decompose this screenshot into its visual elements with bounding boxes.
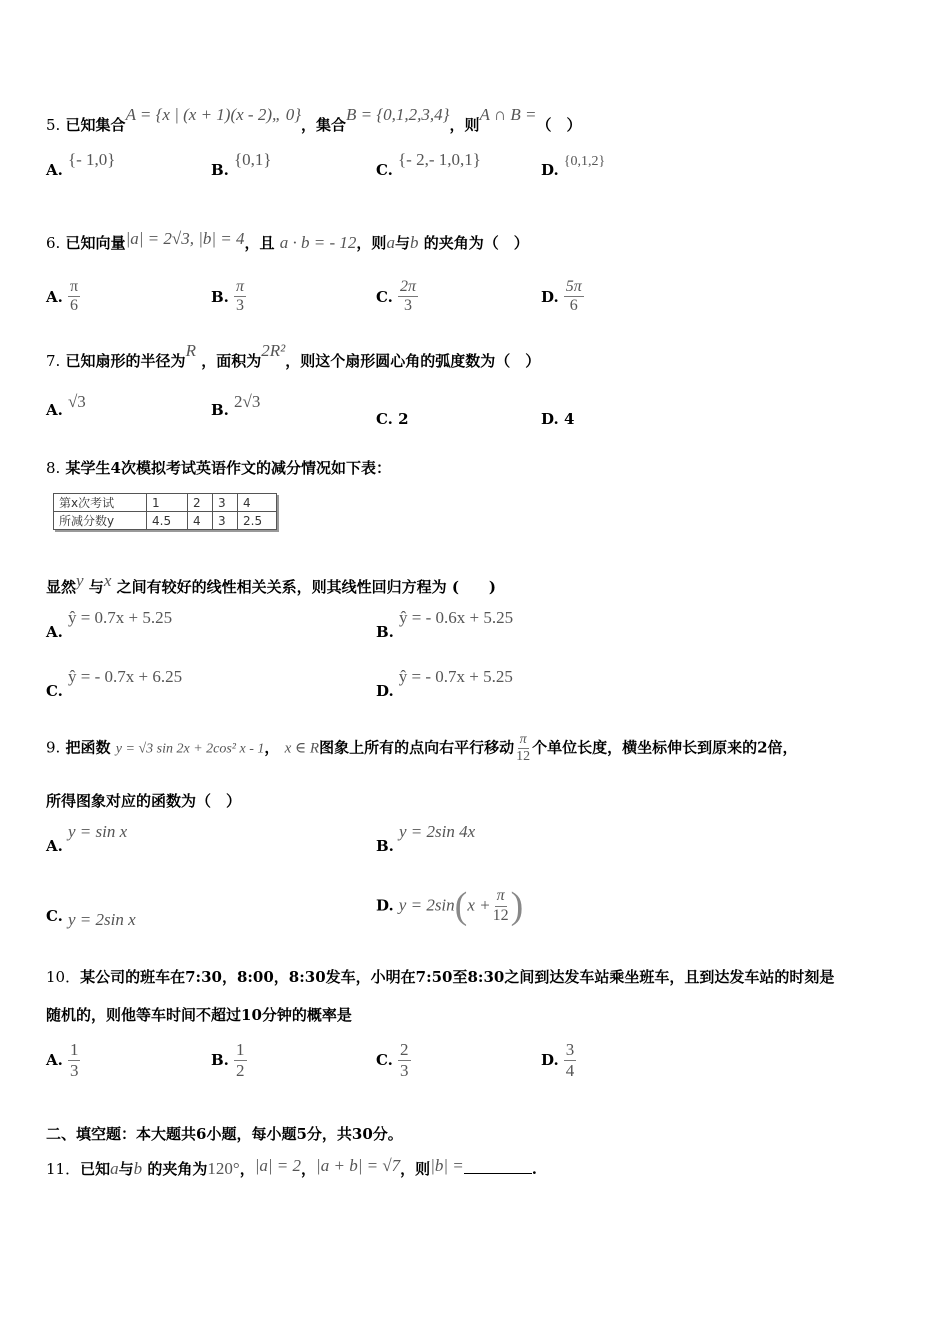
option-label: C.: [376, 410, 393, 428]
option-value: {0,1}: [234, 150, 272, 169]
q7-option-d: [541, 410, 574, 428]
q11-text-6: ，则: [400, 1160, 431, 1178]
option-fraction: [491, 887, 511, 925]
q8-var-y: y: [76, 571, 84, 590]
q6-text-5: 的夹角为（ ）: [423, 234, 529, 252]
fraction-denominator: 12: [492, 906, 509, 924]
q11-number: 11．: [46, 1160, 81, 1178]
q8-text-3: 之间有较好的线性相关关系，则其线性回归方程为 ( ): [116, 578, 497, 596]
table-cell: 2: [188, 494, 213, 512]
q11-condition-3: |b| =: [430, 1156, 464, 1175]
fraction-numerator: π: [495, 887, 507, 906]
option-label: A.: [46, 1051, 63, 1070]
q9-option-d: [376, 884, 523, 928]
option-value: y = 2sin x: [68, 910, 136, 929]
fraction-denominator: 3: [236, 297, 244, 315]
q5-option-c: [376, 150, 481, 180]
q11-text-3: 的夹角为: [147, 1160, 208, 1178]
q11-stem: [46, 1158, 537, 1179]
q11-text-4: ，: [239, 1160, 255, 1178]
fraction-numerator: 1: [236, 1040, 245, 1059]
q8-option-c: [46, 667, 183, 700]
fraction-denominator: 6: [70, 297, 78, 315]
q10-option-a: [46, 1040, 80, 1080]
q10-number: 10．: [46, 968, 81, 986]
q8-text: 某学生4次模拟考试英语作文的减分情况如下表：: [65, 459, 391, 477]
q9-text-3: 图象上所有的点向右平行移动: [319, 738, 515, 757]
option-value: y = 2sin: [398, 895, 455, 915]
table-cell: 4.5: [147, 512, 188, 530]
q5-number: 5.: [46, 116, 61, 134]
q7-option-c: [376, 410, 409, 428]
q9-text-1: 把函数: [65, 738, 111, 757]
option-value: y = 2sin 4x: [399, 822, 476, 841]
option-label: D.: [541, 1051, 559, 1070]
table-cell: 3: [213, 494, 238, 512]
option-value: {0,1,2}: [563, 154, 606, 169]
table-cell: 所减分数y: [54, 512, 147, 530]
q8-text-1: 显然: [46, 578, 77, 596]
q5-option-a: [46, 150, 116, 180]
q9-stem-2: [46, 790, 241, 811]
q9-text-2: ，: [264, 738, 280, 757]
q5-paren: （ ）: [536, 116, 582, 134]
q7-area: 2R²: [261, 341, 286, 360]
q8-score-table: [53, 493, 277, 530]
option-label: B.: [376, 837, 394, 855]
q5-text-1: 已知集合: [65, 116, 126, 134]
option-fraction: [234, 1040, 247, 1080]
q5-text-3: ，则: [449, 116, 480, 134]
q10-text-1: 某公司的班车在7:30，8:00，8:30发车，小明在7:50至8:30之间到达发车站乘坐班车，且到达发车站的时刻是: [80, 968, 835, 986]
table-cell: 第x次考试: [54, 494, 147, 512]
option-value: 4: [563, 410, 575, 428]
fraction-numerator: π: [68, 278, 80, 297]
option-label: A.: [46, 161, 63, 179]
fraction-denominator: 3: [404, 297, 412, 315]
paren-right-icon: ): [510, 885, 524, 927]
q7-option-b: [211, 392, 261, 420]
option-label: B.: [211, 287, 229, 306]
q10-stem-2: [46, 1004, 352, 1025]
table-row: [54, 512, 277, 530]
fraction-numerator: 1: [69, 1040, 79, 1059]
option-label: A.: [46, 837, 63, 855]
option-value: {- 2,- 1,0,1}: [398, 150, 481, 169]
q5-stem: [46, 105, 582, 135]
fraction-denominator: 4: [565, 1060, 575, 1080]
q9-shift-fraction: [514, 732, 532, 765]
option-value: ŷ = - 0.7x + 6.25: [68, 667, 183, 686]
q7-stem: [46, 341, 541, 371]
option-label: C.: [46, 682, 63, 700]
section-2-title: [46, 1123, 403, 1144]
table-row: [54, 494, 277, 512]
option-value-x: x +: [467, 895, 491, 915]
q10-option-b: [211, 1040, 247, 1080]
q8-stem-2: [46, 571, 497, 597]
q10-stem: [46, 966, 834, 987]
option-value: ŷ = - 0.6x + 5.25: [399, 608, 514, 627]
option-label: A.: [46, 623, 63, 641]
q5-expr: A ∩ B =: [479, 105, 537, 124]
q9-option-a: [46, 822, 128, 855]
fraction-denominator: 2: [236, 1060, 245, 1080]
fraction-denominator: 3: [69, 1060, 79, 1080]
table-cell: 3: [213, 512, 238, 530]
table-cell: 2.5: [238, 512, 277, 530]
q6-option-c: [376, 278, 418, 316]
q11-condition-1: |a| = 2: [254, 1156, 302, 1175]
option-fraction: [564, 1040, 577, 1080]
option-label: D.: [376, 896, 394, 915]
option-label: C.: [376, 1051, 393, 1070]
q9-option-c: [46, 906, 136, 929]
table-cell: 4: [238, 494, 277, 512]
q5-set-b: B = {0,1,2,3,4}: [346, 105, 450, 124]
q11-text-2: 与: [118, 1160, 134, 1178]
q9-number: 9.: [46, 738, 61, 757]
q5-option-d: [541, 154, 606, 180]
q11-vector-a: a: [110, 1159, 119, 1178]
q9-text-4: 个单位长度，横坐标伸长到原来的2倍，: [532, 738, 798, 757]
q9-stem: [46, 732, 798, 765]
option-label: A.: [46, 287, 63, 306]
fraction-numerator: 2: [400, 1040, 409, 1059]
option-fraction: [398, 1040, 411, 1080]
q6-vector-a: a: [386, 233, 395, 252]
option-value: √3: [67, 392, 86, 411]
fraction-numerator: 2π: [398, 278, 418, 297]
q11-vector-b: b: [133, 1159, 143, 1178]
fraction-denominator: 3: [400, 1060, 409, 1080]
q9-option-b: [376, 822, 476, 855]
q7-number: 7.: [46, 352, 61, 370]
q5-option-b: [211, 150, 272, 180]
q6-condition: |a| = 2√3, |b| = 4: [125, 229, 245, 248]
q8-stem: [46, 457, 391, 478]
option-label: D.: [376, 682, 394, 700]
q9-text-5: 所得图象对应的函数为（ ）: [46, 792, 242, 810]
option-value: 2: [398, 410, 409, 428]
option-fraction: [564, 278, 584, 316]
q7-option-a: [46, 392, 86, 420]
q8-option-d: [376, 667, 513, 700]
q8-text-2: 与: [88, 578, 104, 596]
option-label: D.: [541, 287, 559, 306]
q6-text-1: 已知向量: [65, 234, 126, 252]
option-value: ŷ = 0.7x + 5.25: [67, 608, 173, 627]
table-cell: 4: [188, 512, 213, 530]
q8-var-x: x: [103, 571, 112, 590]
option-label: C.: [376, 161, 393, 179]
q6-text-4: 与: [394, 234, 410, 252]
section-title-text: 二、填空题：本大题共6小题，每小题5分，共30分。: [46, 1125, 403, 1143]
option-value: {- 1,0}: [67, 150, 116, 169]
answer-blank[interactable]: [464, 1159, 532, 1174]
table-cell: 1: [147, 494, 188, 512]
q6-text-3: ，则: [356, 234, 387, 252]
q8-number: 8.: [46, 459, 61, 477]
option-label: D.: [541, 410, 559, 428]
q6-option-b: [211, 278, 246, 316]
q11-end: .: [531, 1160, 537, 1178]
q8-option-a: [46, 608, 173, 641]
fraction-numerator: π: [234, 278, 246, 297]
fraction-denominator: 6: [569, 297, 578, 315]
q5-text-2: ，集合: [301, 116, 347, 134]
option-fraction: [234, 278, 246, 316]
option-value: y = sin x: [67, 822, 128, 841]
option-label: D.: [541, 161, 559, 179]
option-fraction: [68, 278, 80, 316]
q7-radius: R: [185, 341, 196, 360]
q11-text-1: 已知: [80, 1160, 111, 1178]
fraction-numerator: 5π: [564, 278, 584, 297]
option-value: 2√3: [234, 392, 261, 411]
fraction-denominator: 12: [516, 749, 531, 765]
option-label: B.: [211, 401, 229, 419]
q6-text-2: ，且: [244, 234, 275, 252]
q11-condition-2: |a + b| = √7: [316, 1156, 401, 1175]
q11-angle: 120°: [207, 1159, 240, 1178]
q7-text-3: ，则这个扇形圆心角的弧度数为（ ）: [285, 352, 541, 370]
q6-stem: [46, 229, 529, 253]
option-value: ŷ = - 0.7x + 5.25: [398, 667, 513, 686]
q9-function: y = √3 sin 2x + 2cos² x - 1: [115, 741, 265, 757]
q6-dot-product: a · b = - 12: [279, 233, 357, 252]
q11-text-5: ，: [301, 1160, 317, 1178]
q9-domain: x ∈ R: [284, 740, 320, 757]
option-label: A.: [46, 401, 63, 419]
option-label: B.: [211, 161, 229, 179]
fraction-numerator: 3: [565, 1040, 575, 1059]
q6-option-d: [541, 278, 584, 316]
option-fraction: [398, 278, 418, 316]
q8-option-b: [376, 608, 514, 641]
option-label: B.: [211, 1051, 229, 1070]
option-label: C.: [376, 287, 393, 306]
q10-option-c: [376, 1040, 411, 1080]
q6-vector-b: b: [409, 233, 419, 252]
q6-number: 6.: [46, 234, 61, 252]
q10-option-d: [541, 1040, 576, 1080]
q7-text-2: ，面积为: [201, 352, 262, 370]
option-label: B.: [376, 623, 394, 641]
q10-text-2: 随机的，则他等车时间不超过10分钟的概率是: [46, 1006, 352, 1024]
option-label: C.: [46, 907, 63, 925]
q5-set-a: A = {x | (x + 1)(x - 2)„ 0}: [125, 105, 301, 124]
fraction-numerator: π: [518, 732, 529, 749]
q7-text-1: 已知扇形的半径为: [65, 352, 186, 370]
option-fraction: [68, 1040, 81, 1080]
paren-left-icon: (: [454, 885, 468, 927]
score-table: [53, 493, 277, 530]
q6-option-a: [46, 278, 80, 316]
